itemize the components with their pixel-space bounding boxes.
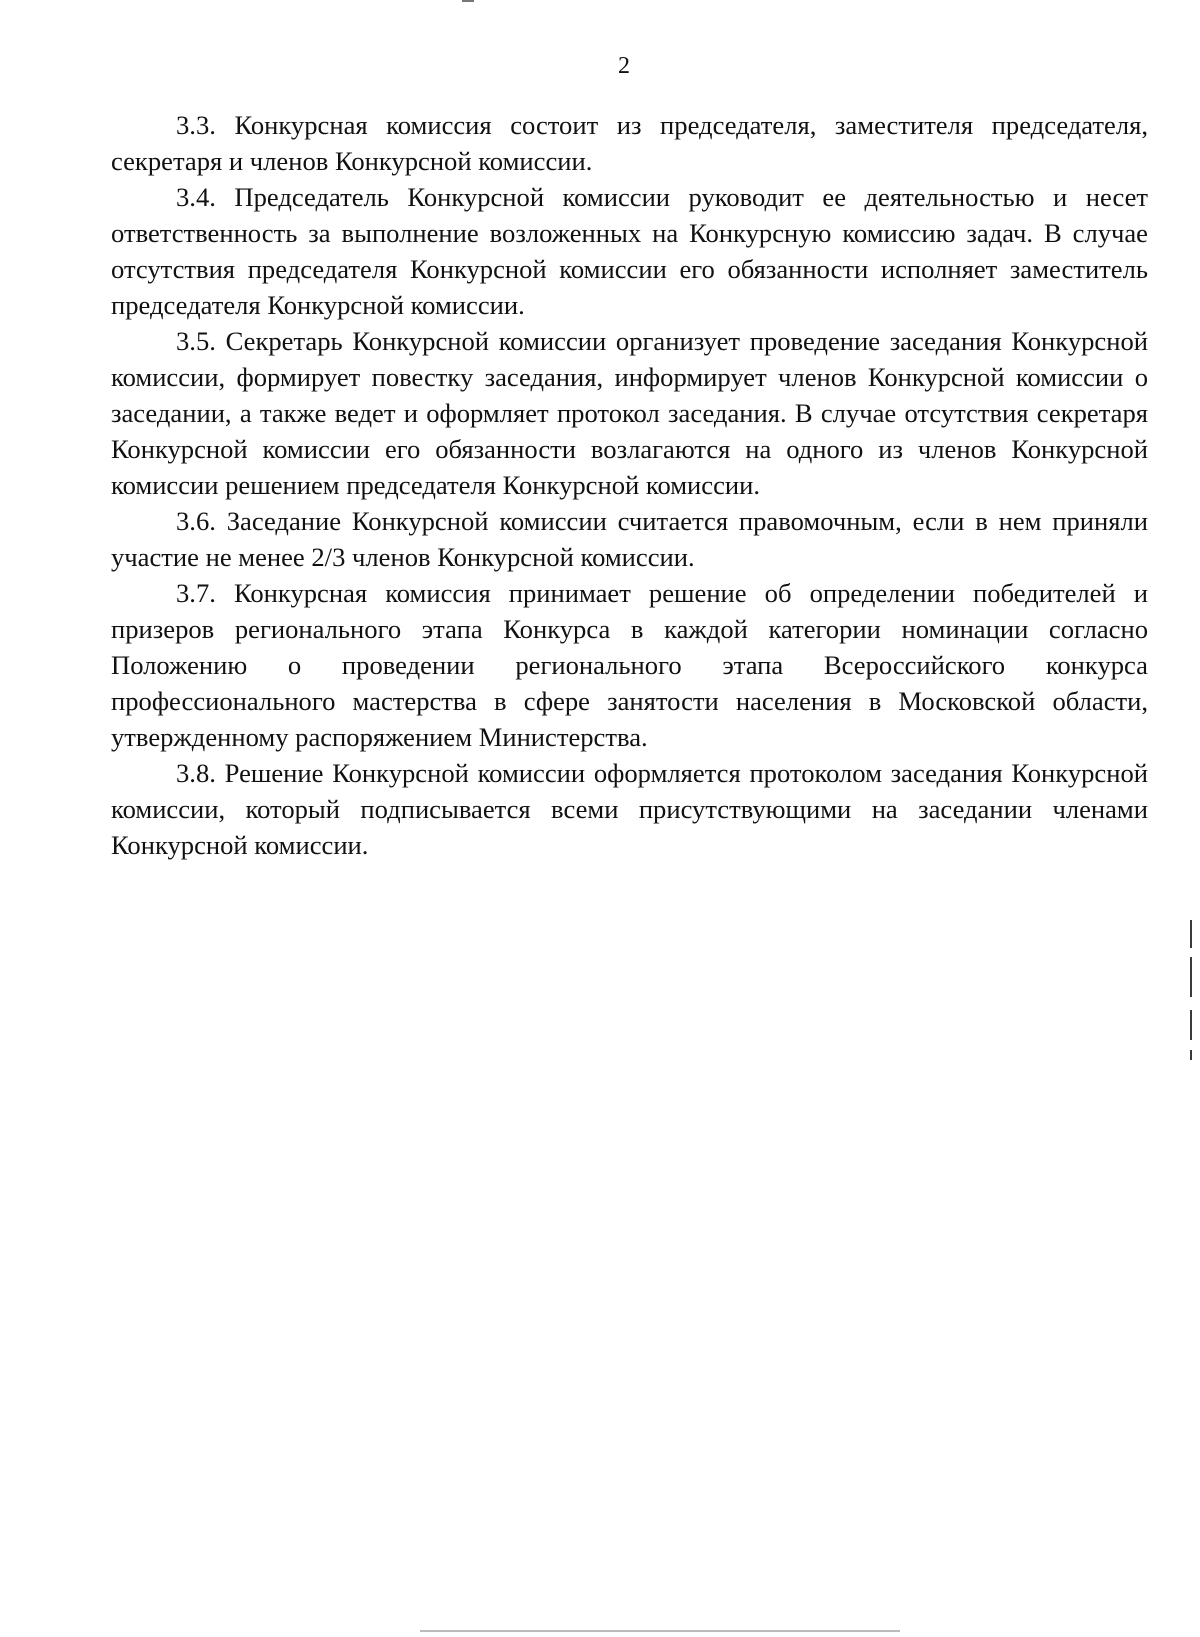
paragraph-3-5: 3.5. Секретарь Конкурсной комиссии организует проведение заседания Конкурсной комиссии, формирует повестку заседания, информирует членов Конкурсной комиссии о заседании, а также ведет и оформляет протокол заседания. В случае отсутствия секретаря Конкурсной комиссии его обязанности возлагаются на одного из членов Конкурсной комиссии решением председателя Конкурсной комиссии.: [111, 326, 1148, 500]
scan-artifact-bottom: [420, 1630, 900, 1632]
paragraph-3-4: 3.4. Председатель Конкурсной комиссии руководит ее деятельностью и несет ответственность за выполнение возложенных на Конкурсную комиссию задач. В случае отсутствия председателя Конкурсной комиссии его обязанности исполняет заместитель председателя Конкурсной комиссии.: [111, 182, 1148, 320]
scan-artifact-right: [1190, 957, 1192, 997]
paragraph-3-8: 3.8. Решение Конкурсной комиссии оформляется протоколом заседания Конкурсной комиссии, который подписывается всеми присутствующими на заседании членами Конкурсной комиссии.: [111, 758, 1148, 860]
paragraph-3-6: 3.6. Заседание Конкурсной комиссии считается правомочным, если в нем приняли участие не менее 2/3 членов Конкурсной комиссии.: [111, 506, 1148, 572]
scan-artifact-right: [1190, 1050, 1192, 1060]
page-number: 2: [618, 53, 630, 79]
paragraph-3-7: 3.7. Конкурсная комиссия принимает решение об определении победителей и призеров регионального этапа Конкурса в каждой категории номинации согласно Положению о проведении регионального этапа Всероссийского конкурса профессионального мастерства в сфере занятости населения в Московской области, утвержденному распоряжением Министерства.: [111, 578, 1148, 752]
scan-artifact-top: [462, 0, 474, 2]
document-body: [111, 107, 1148, 863]
paragraph-3-3: 3.3. Конкурсная комиссия состоит из председателя, заместителя председателя, секретаря и членов Конкурсной комиссии.: [111, 110, 1148, 176]
scan-artifact-right: [1190, 1010, 1192, 1040]
scan-artifact-right: [1190, 920, 1192, 948]
